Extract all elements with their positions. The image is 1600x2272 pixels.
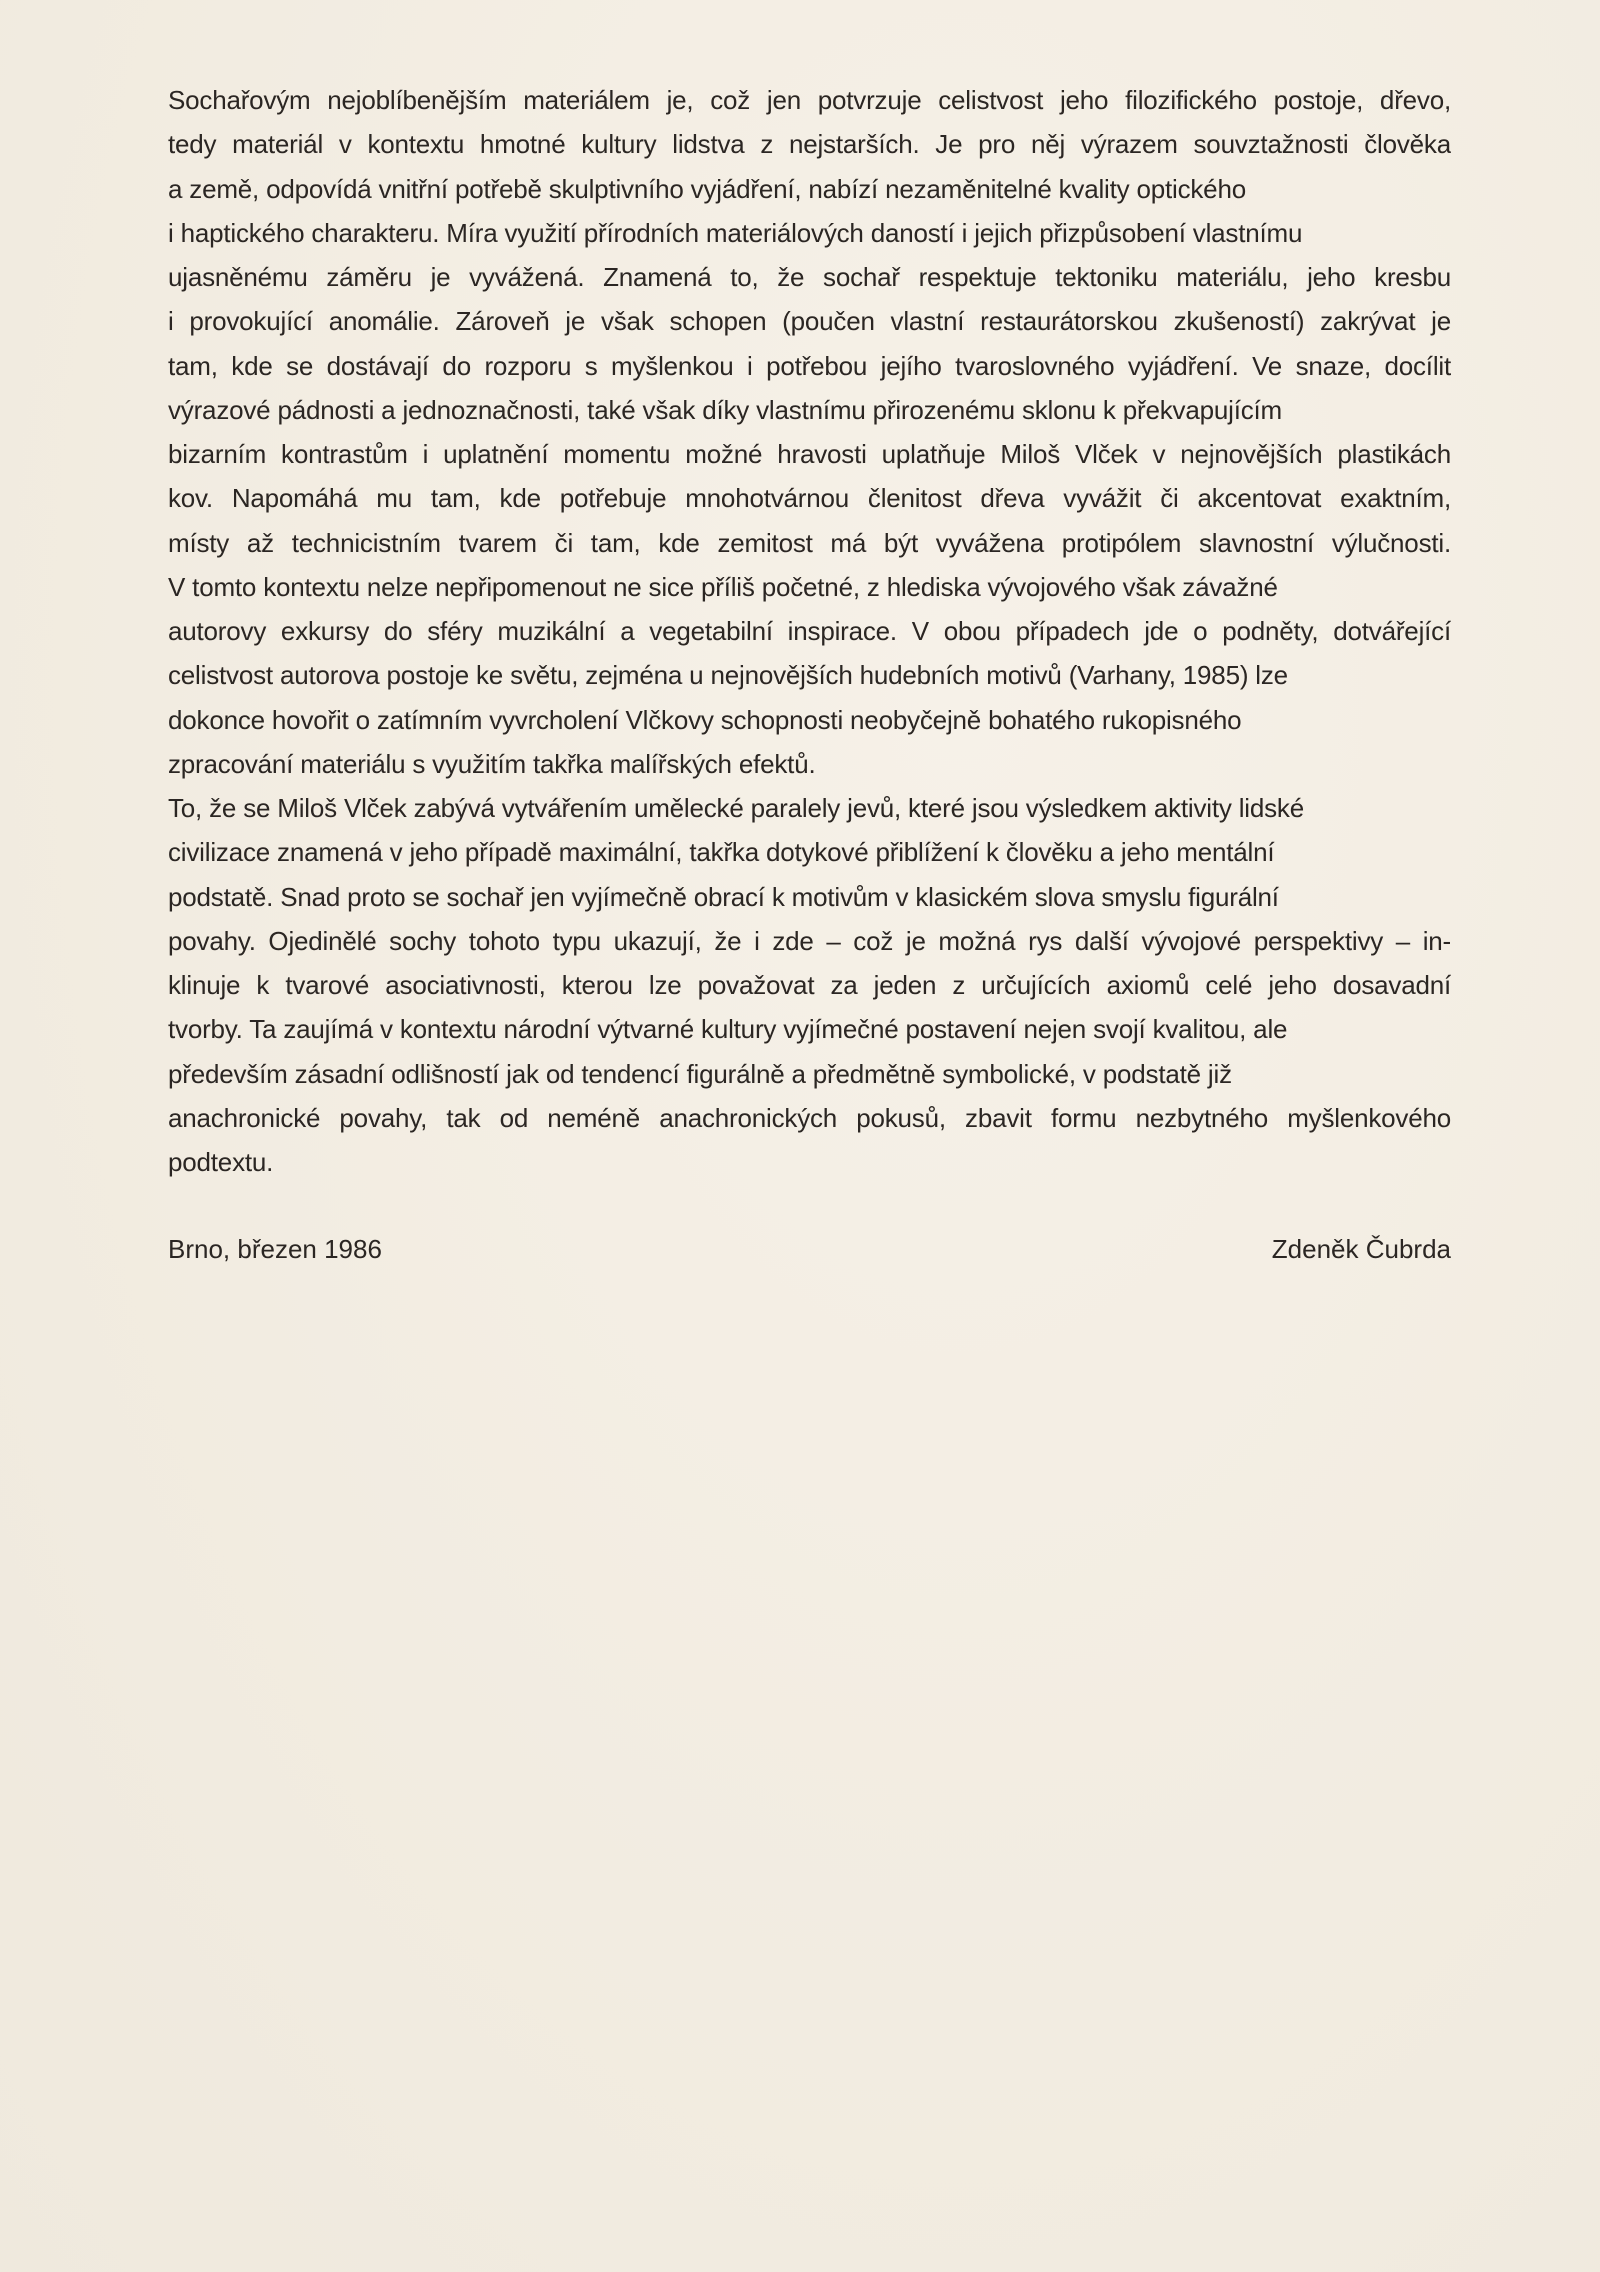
text-line: To, že se Miloš Vlček zabývá vytvářením umělecké paralely jevů, které jsou výsledkem aktivity lidské xyxy=(168,793,1304,823)
text-line: celistvost autorova postoje ke světu, zejména u nejnovějších hudebních motivů (Varhany, 1985) lze xyxy=(168,660,1288,691)
text-line: povahy. Ojedinělé sochy tohoto typu ukazují, že i zde – což je možná rys další vývojové perspektivy – in- xyxy=(168,925,1451,956)
text-line: autorovy exkursy do sféry muzikální a vegetabilní inspirace. V obou případech jde o podněty, dotvářející xyxy=(168,616,1451,646)
text-line: i haptického charakteru. Míra využití přírodních materiálových daností i jejich přizpůsobení vlastnímu xyxy=(168,217,1303,248)
text-line: podstatě. Snad proto se sochař jen vyjímečně obrací k motivům v klasickém slova smyslu figurální xyxy=(168,881,1279,912)
text-line: klinuje k tvarové asociativnosti, kterou lze považovat za jeden z určujících axiomů celé jeho dosavadní xyxy=(168,970,1451,1000)
text-line: bizarním kontrastům i uplatnění momentu možné hravosti uplatňuje Miloš Vlček v nejnovějších plastikách xyxy=(168,439,1451,469)
text-line: i provokující anomálie. Zároveň je však schopen (poučen vlastní restaurátorskou zkušeností) zakrývat je xyxy=(168,306,1451,337)
text-line: tam, kde se dostávají do rozporu s myšlenkou i potřebou jejího tvaroslovného vyjádření. Ve snaze, docílit xyxy=(168,350,1451,381)
text-line: tvorby. Ta zaujímá v kontextu národní výtvarné kultury vyjímečné postavení nejen svojí kvalitou, ale xyxy=(168,1014,1288,1045)
text-line: tedy materiál v kontextu hmotné kultury lidstva z nejstarších. Je pro něj výrazem souvztažnosti člověka xyxy=(168,129,1451,160)
text-line: zpracování materiálu s využitím takřka malířských efektů. xyxy=(168,748,816,779)
author-name: Zdeněk Čubrda xyxy=(1271,1234,1451,1264)
text-line: dokonce hovořit o zatímním vyvrcholení Vlčkovy schopnosti neobyčejně bohatého rukopisného xyxy=(168,704,1242,735)
text-line: civilizace znamená v jeho případě maximální, takřka dotykové přiblížení k člověku a jeho mentální xyxy=(168,837,1275,868)
text-line: kov. Napomáhá mu tam, kde potřebuje mnohotvárnou členitost dřeva vyvážit či akcentovat exaktním, xyxy=(168,483,1451,514)
text-line: a země, odpovídá vnitřní potřebě skulptivního vyjádření, nabízí nezaměnitelné kvality optického xyxy=(168,173,1246,204)
text-line: výrazové pádnosti a jednoznačnosti, také však díky vlastnímu přirozenému sklonu k překvapujícím xyxy=(168,394,1282,425)
text-line: ujasněnému záměru je vyvážená. Znamená to, že sochař respektuje tektoniku materiálu, jeho kresbu xyxy=(168,262,1451,292)
text-line: anachronické povahy, tak od neméně anachronických pokusů, zbavit formu nezbytného myšlenkového xyxy=(168,1102,1451,1133)
body-text xyxy=(168,78,1451,1184)
text-line: místy až technicistním tvarem či tam, kde zemitost má být vyvážena protipólem slavnostní výlučnosti. xyxy=(168,527,1451,558)
text-line: podtextu. xyxy=(168,1147,274,1177)
text-line: především zásadní odlišností jak od tendencí figurálně a předmětně symbolické, v podstatě již xyxy=(168,1058,1232,1089)
place-date: Brno, březen 1986 xyxy=(168,1234,382,1264)
signature-block xyxy=(168,1229,1451,1269)
text-line: Sochařovým nejoblíbenějším materiálem je, což jen potvrzuje celistvost jeho filozifického postoje, dřevo, xyxy=(168,85,1451,115)
text-line: V tomto kontextu nelze nepřipomenout ne sice příliš početné, z hlediska vývojového však závažné xyxy=(168,571,1278,602)
